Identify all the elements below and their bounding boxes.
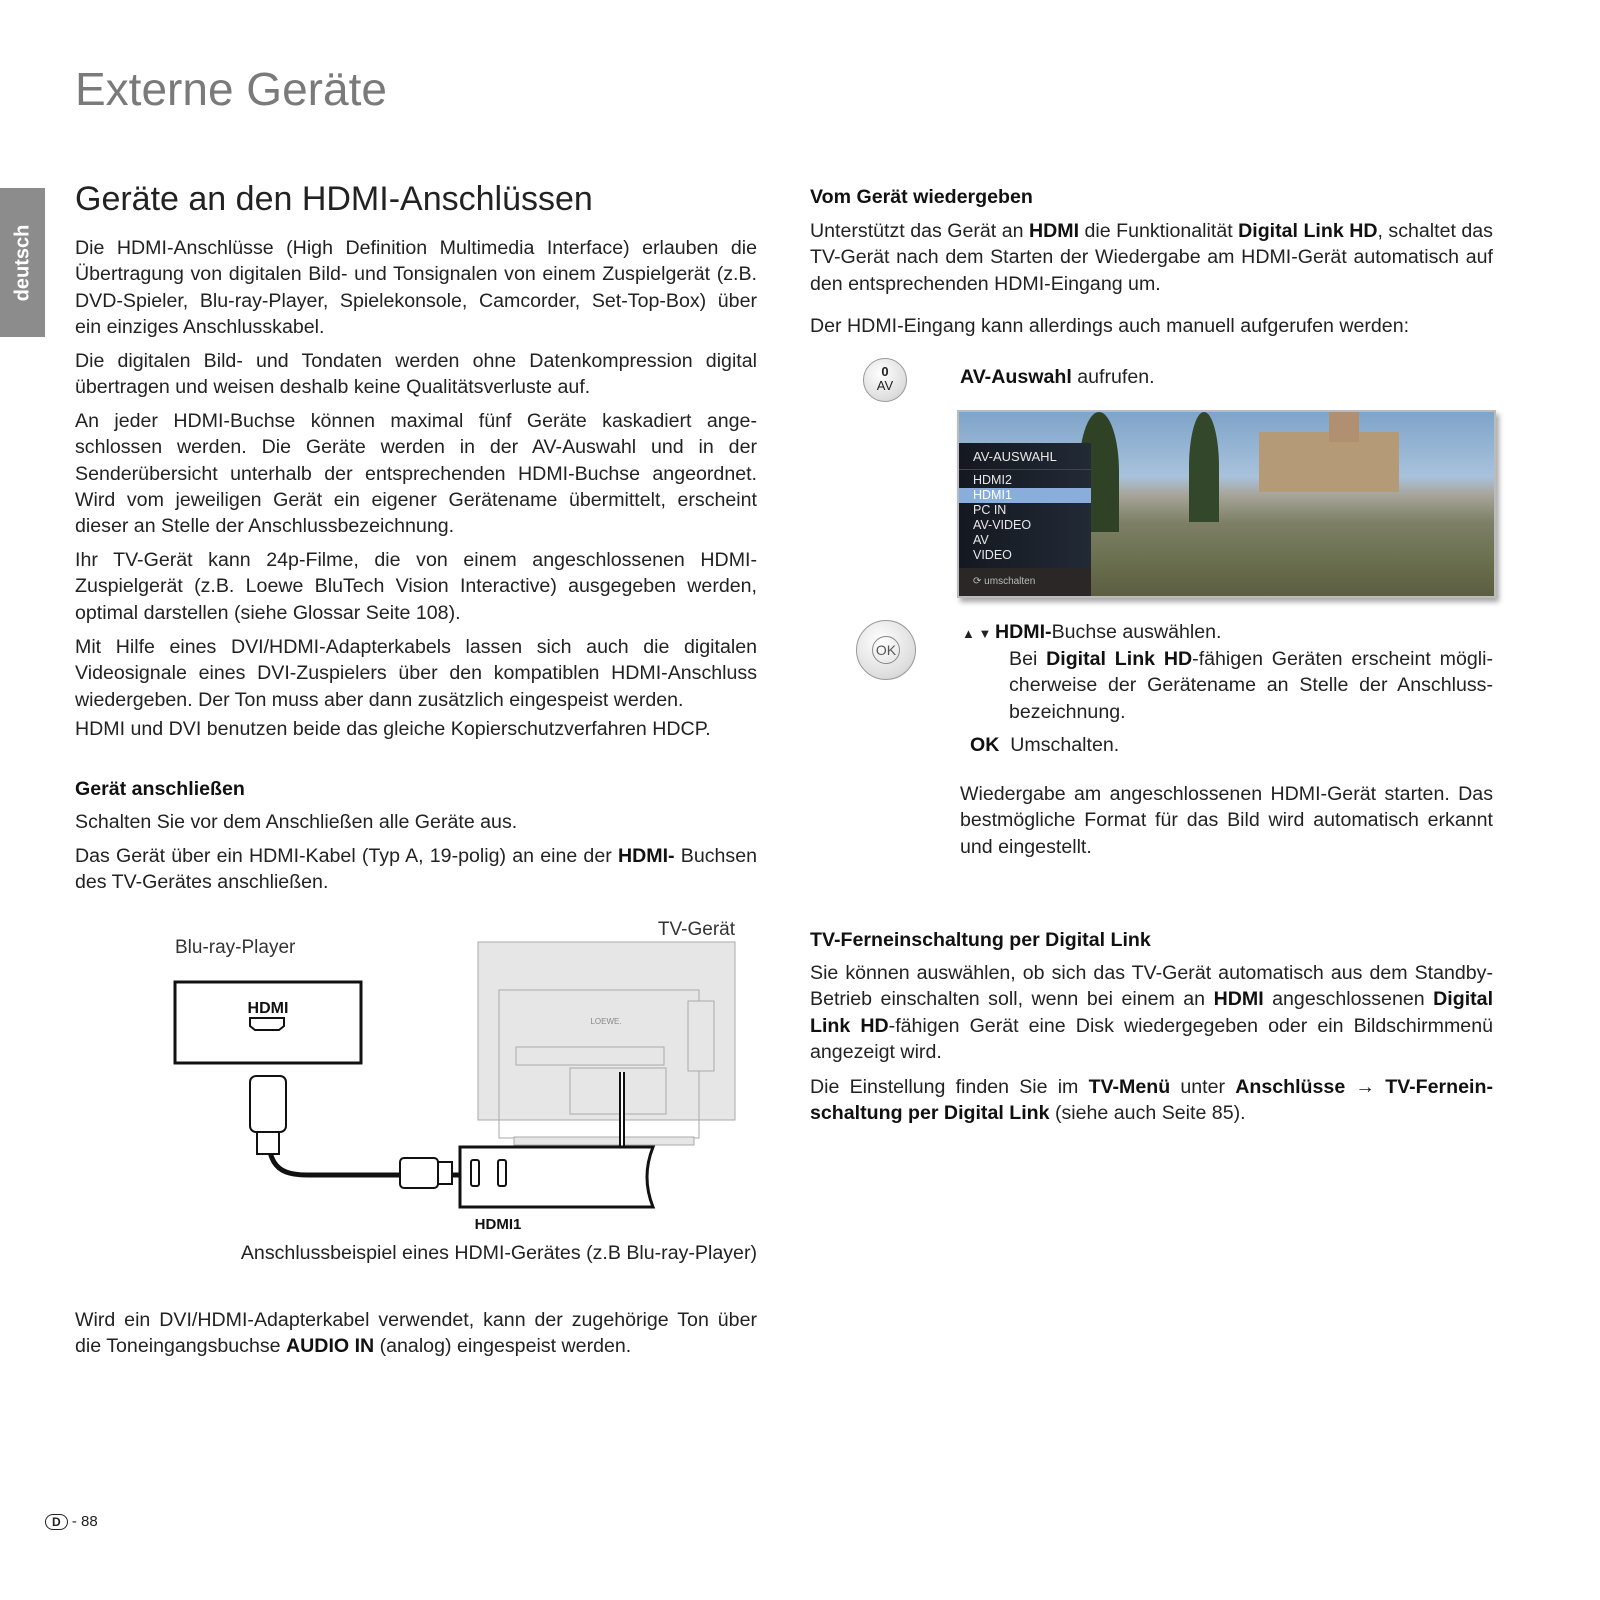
up-down-arrow-icon: ▲ ▼ [962,626,995,641]
step-ok: OK Umschalten. [970,734,1120,756]
paragraph: Wiedergabe am angeschlossenen HDMI-Gerät starten. Das bestmögliche Format für das Bild wird automatisch erkannt und eingestellt. [960,783,1493,858]
paragraph: Unterstützt das Gerät an HDMI die Funktionalität Digital Link HD, schaltet das TV-Gerät nach dem Starten der Wiedergabe am HDMI-Gerät automatisch auf den entsprechenden HDMI-Eingang um. [810,220,1493,295]
menu-item[interactable]: AV-VIDEO [973,518,1032,532]
paragraph: Ihr TV-Gerät kann 24p-Filme, die von einem angeschlossenen HDMI-Zuspielgerät (z.B. Loewe BluTech Vision Interactive) ausgegeben werden, optimal darstellen (siehe Glossar Seite 108). [75,549,757,624]
page-title: Externe Geräte [75,63,387,115]
hdmi-port-label: HDMI [247,1000,289,1017]
av-remote-button: 0 AV [863,358,907,402]
step-note: Bei Digital Link HD-fähigen Geräten erscheint möglicherweise der Gerätename an Stelle der Anschlussbezeichnung. [1009,648,1494,723]
hdmi1-input-label: HDMI1 [474,1216,522,1233]
tv-label: TV-Gerät [657,919,735,940]
paragraph: Die Einstellung finden Sie im TV-Menü unter Anschlüsse → TV-Ferneinschaltung per Digital Link (siehe auch Seite 85). [810,1076,1493,1125]
paragraph: Wird ein DVI/HDMI-Adapterkabel verwendet, kann der zugehörige Ton über die Toneingangsbuchse AUDIO IN (analog) eingespeist werden. [75,1309,757,1358]
menu-item[interactable]: VIDEO [973,548,1012,562]
diagram-caption: Anschlussbeispiel eines HDMI-Gerätes (z.B Blu-ray-Player) [240,1242,757,1264]
language-tab [0,188,45,337]
paragraph: Die digitalen Bild- und Tondaten werden ohne Datenkompression digital übertragen und weisen deshalb keine Qualitätsverluste auf. [75,350,757,399]
tv-back-illustration [478,942,735,1145]
paragraph: Der HDMI-Eingang kann allerdings auch manuell aufgerufen werden: [810,315,1410,337]
menu-footer: ⟳ umschalten [959,568,1091,596]
bluray-player-box [175,982,361,1063]
menu-item-selected[interactable]: HDMI1 [959,488,1091,503]
subheading-playback: Vom Gerät wiedergeben [810,186,1033,208]
paragraph: Schalten Sie vor dem Anschließen alle Geräte aus. [75,811,518,833]
menu-title: AV-AUSWAHL [959,443,1091,470]
menu-item[interactable]: HDMI2 [973,473,1012,487]
step-av-select: AV-Auswahl aufrufen. [960,366,1155,388]
paragraph: Sie können auswählen, ob sich das TV-Gerät automatisch aus dem Standby-Betrieb einschalten soll, wenn bei einem an HDMI angeschlossenen Digital Link HD-fähigen Gerät eine Disk wiedergegeben oder ein Bildschirmmenü angezeigt wird. [810,962,1494,1063]
brand-logo: LOEWE. [590,1017,622,1026]
av-selection-screenshot [957,410,1496,598]
menu-item[interactable]: AV [973,533,989,547]
page-footer [45,1513,98,1530]
paragraph: HDMI und DVI benutzen beide das gleiche Kopierschutzverfahren HDCP. [75,718,711,740]
player-label: Blu-ray-Player [175,937,296,958]
ok-navigation-button: OK [856,620,916,680]
av-menu [959,443,1091,596]
intro-paragraph: Die HDMI-Anschlüsse (High Definition Multimedia Interface) erlauben die Übertragung von digitalen Bild- und Tonsignalen von einem Zuspielgerät (z.B. DVD-Spieler, Blu-ray-Player, Spielekonsole, Camcorder, Set-Top-Box) über ein einziges Anschlusskabel. [75,237,757,338]
step-select-socket: ▲ ▼ HDMI-Buchse auswählen. [962,621,1222,643]
section-heading: Geräte an den HDMI-Anschlüssen [75,180,593,218]
subheading-remote-power: TV-Ferneinschaltung per Digital Link [810,929,1151,951]
page-number: - 88 [71,1513,98,1530]
paragraph: Mit Hilfe eines DVI/HDMI-Adapterkabels lassen sich auch die digitalen Videosignale eines DVI-Zuspielers über den kompatiblen HDMI-Anschluss wiedergeben. Der Ton muss aber dann zusätzlich eingespeist werden. [75,636,757,711]
language-badge: D [45,1514,68,1530]
paragraph: Das Gerät über ein HDMI-Kabel (Typ A, 19-polig) an eine der HDMI- Buchsen des TV-Gerätes anschließen. [75,845,758,894]
connection-diagram [160,910,760,1240]
language-tab-label: deutsch [11,224,33,301]
menu-item[interactable]: PC IN [973,503,1007,517]
subheading-connect: Gerät anschließen [75,778,245,800]
paragraph: An jeder HDMI-Buchse können maximal fünf Geräte kaskadiert angeschlossen werden. Die Geräte werden in der AV-Auswahl und in der Senderübersicht unterhalb der entsprechenden HDMI-Buchse angeordnet. Wird vom jeweiligen Gerät ein eigener Gerätename übermittelt, erscheint dieser an Stelle der Anschlussbezeichnung. [75,410,757,538]
